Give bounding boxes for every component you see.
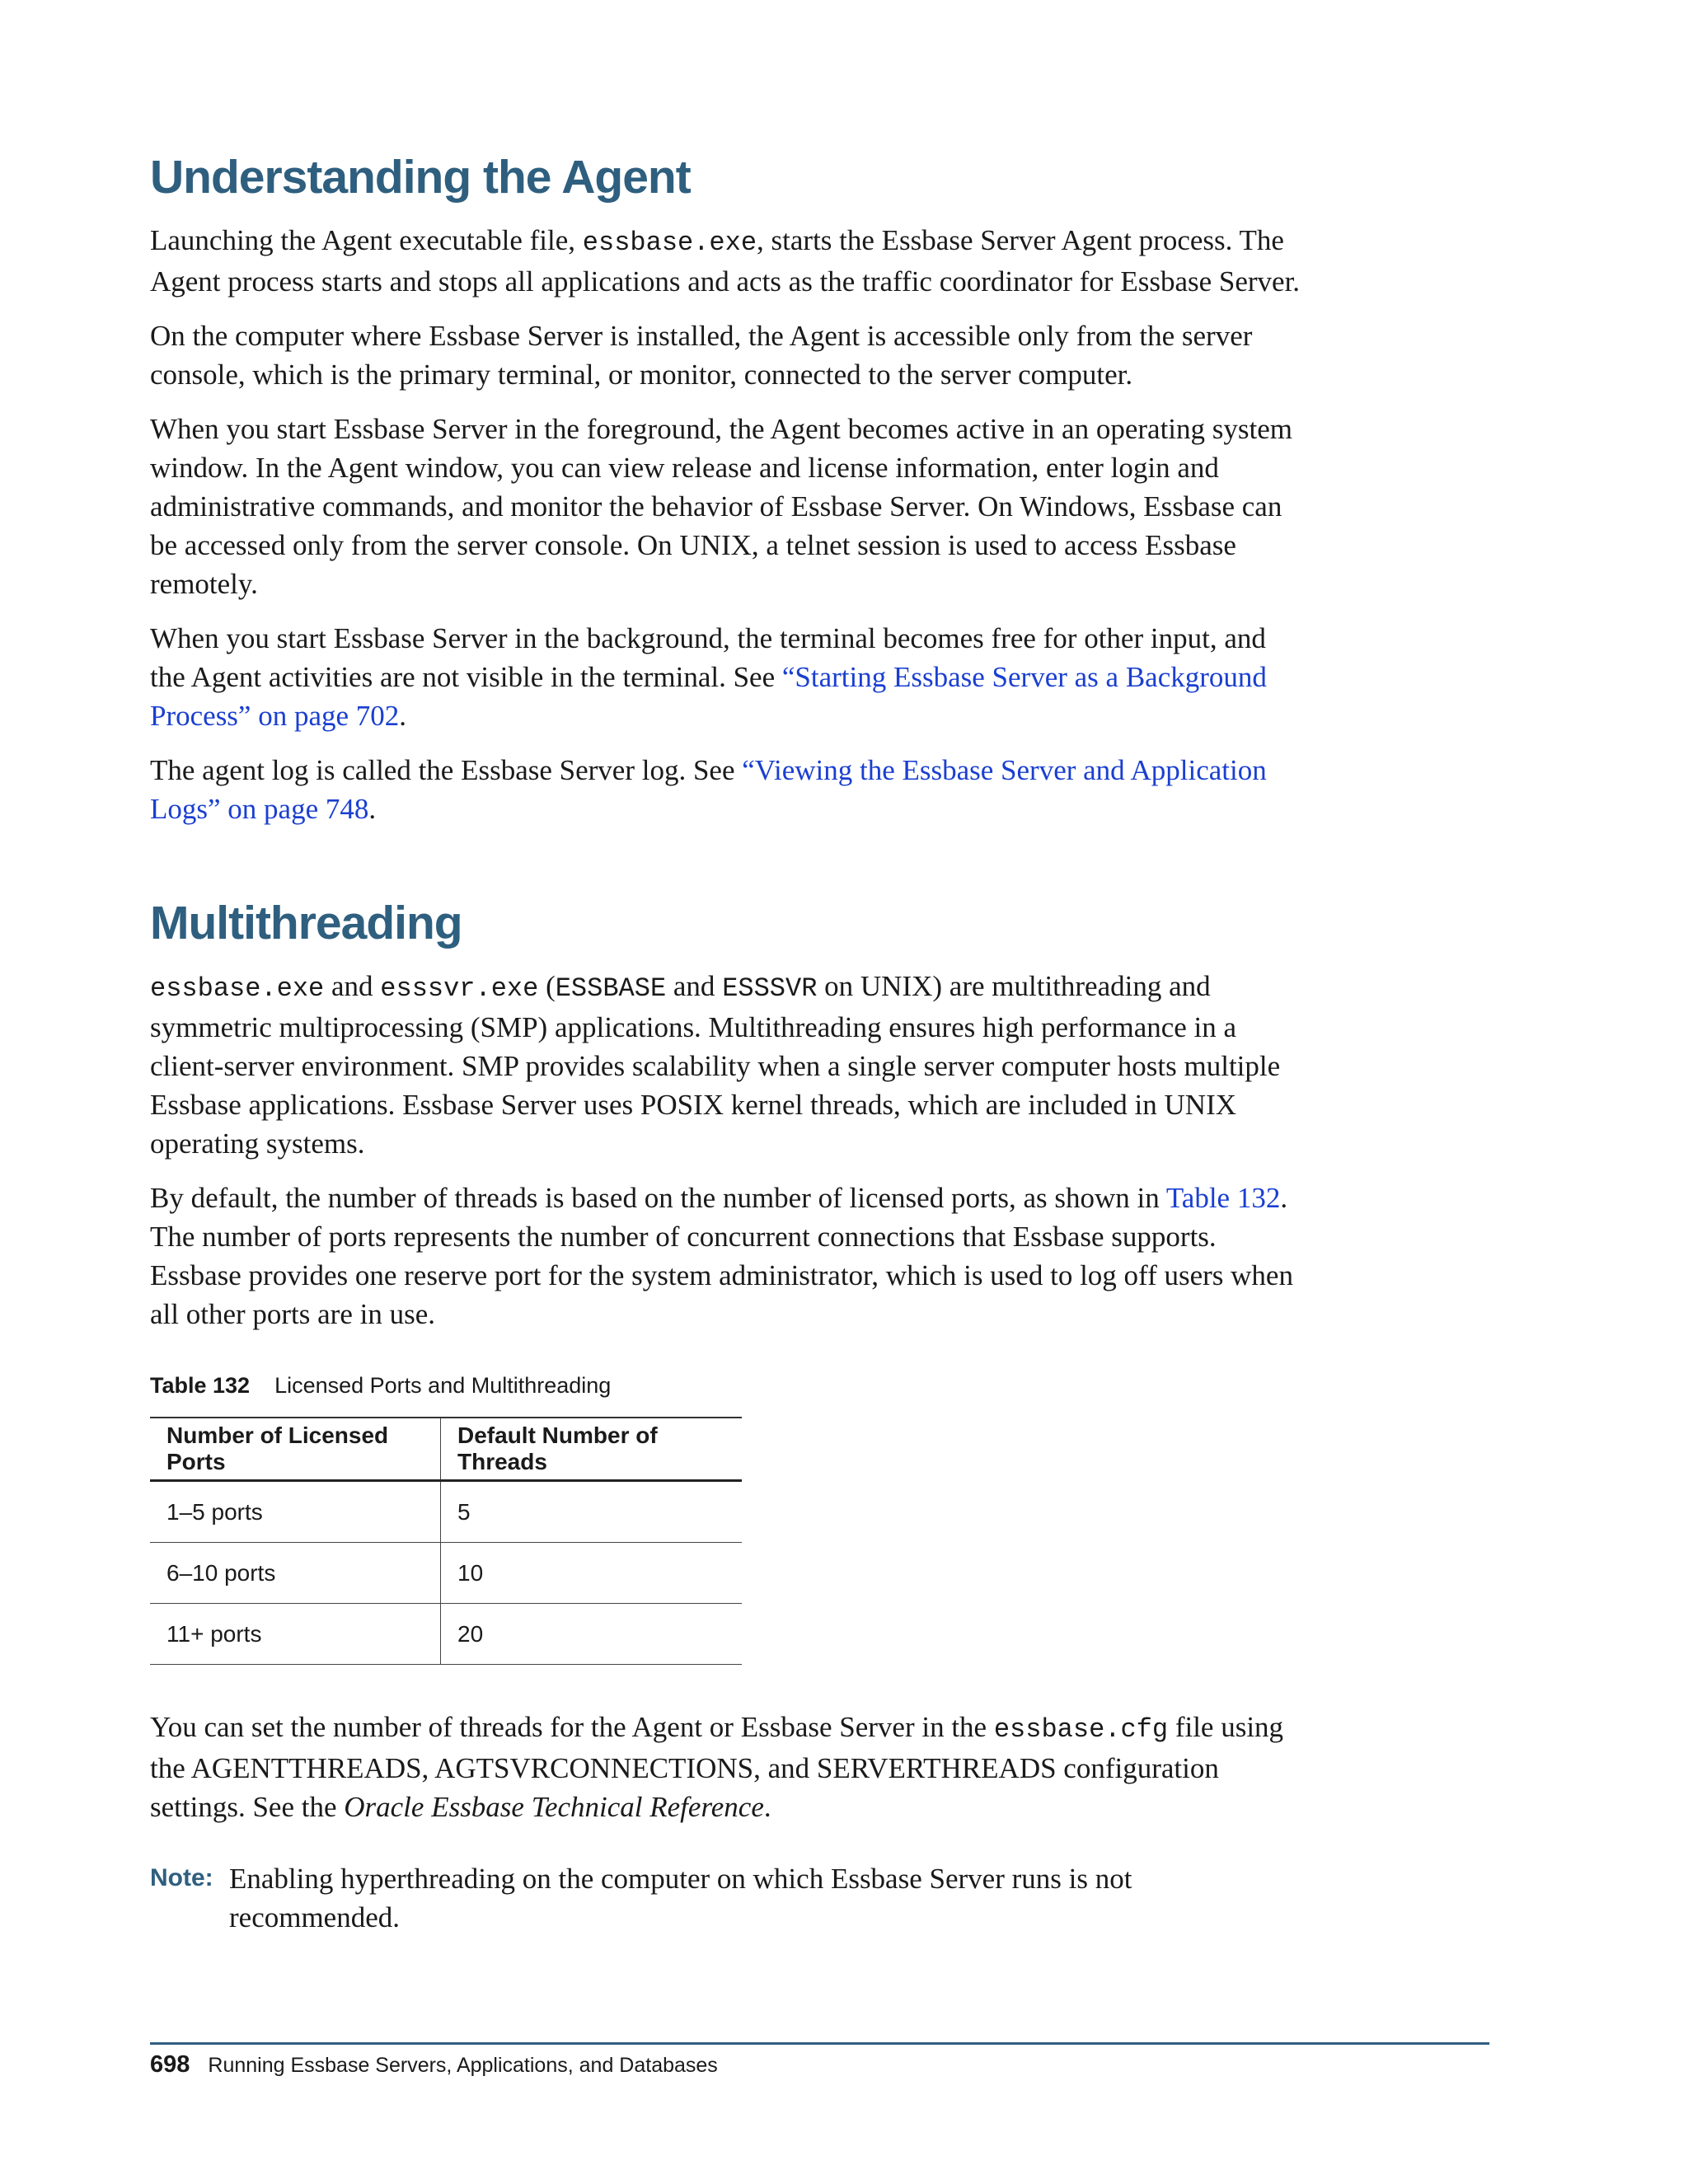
paragraph	[150, 1179, 1304, 1333]
link-viewing-logs[interactable]: “Viewing the Essbase Server and Application Logs” on page 748	[150, 754, 1267, 825]
note-text: Enabling hyperthreading on the computer on which Essbase Server runs is not recommended.	[229, 1863, 1132, 1933]
table-row	[150, 1481, 742, 1543]
column-header: Default Number of Threads	[441, 1418, 743, 1481]
paragraph	[150, 221, 1304, 301]
paragraph: On the computer where Essbase Server is installed, the Agent is accessible only from the server console, which is the primary terminal, or monitor, connected to the server computer.	[150, 320, 1253, 391]
text: .	[399, 700, 407, 732]
text: When you start Essbase Server in the background, the terminal becomes free for other input, and the Agent activities are not visible in the terminal. See	[150, 622, 1266, 693]
text: on UNIX) are multithreading and symmetric multiprocessing (SMP) applications. Multithreading ensures high performance in a client-server environment. SMP provides scalability when a single server computer hosts multiple Essbase applications. Essbase Server uses POSIX kernel threads, which are included in UNIX operating systems.	[150, 970, 1281, 1160]
table-caption	[150, 1373, 1304, 1399]
link-starting-background-process[interactable]: “Starting Essbase Server as a Background Process” on page 702	[150, 661, 1267, 732]
text: file using the AGENTTHREADS, AGTSVRCONNECTIONS, and SERVERTHREADS configuration settings. See the	[150, 1711, 1284, 1823]
paragraph	[150, 1708, 1304, 1826]
table-row	[150, 1543, 742, 1604]
code-esssvr-exe: esssvr.exe	[380, 973, 539, 1004]
text: . The number of ports represents the number of concurrent connections that Essbase supports. Essbase provides one reserve port for the system administrator, which is used to log off users when all other ports are in use.	[150, 1182, 1293, 1330]
chapter-title: Running Essbase Servers, Applications, and Databases	[208, 2054, 718, 2077]
table-title: Licensed Ports and Multithreading	[274, 1373, 612, 1398]
text: (	[538, 970, 556, 1002]
text: and	[324, 970, 381, 1002]
table-cell: 6–10 ports	[150, 1543, 441, 1604]
text: .	[763, 1791, 771, 1823]
column-header: Number of Licensed Ports	[150, 1418, 441, 1481]
book-title: Oracle Essbase Technical Reference	[344, 1791, 764, 1823]
page-number: 698	[150, 2051, 190, 2078]
paragraph	[150, 751, 1304, 828]
table-cell: 1–5 ports	[150, 1481, 441, 1543]
table-cell: 5	[441, 1481, 743, 1543]
note-label: Note:	[150, 1864, 213, 1891]
table-number: Table 132	[150, 1373, 251, 1398]
table-cell: 20	[441, 1604, 743, 1665]
section-heading-multithreading: Multithreading	[150, 897, 462, 949]
code-essbase: ESSBASE	[555, 973, 667, 1004]
paragraph: When you start Essbase Server in the foreground, the Agent becomes active in an operating system window. In the Agent window, you can view release and license information, enter login and administrative commands, and monitor the behavior of Essbase Server. On Windows, Essbase can be accessed only from the server console. On UNIX, a telnet session is used to access Essbase remotely.	[150, 413, 1292, 600]
code-essbase-cfg: essbase.cfg	[993, 1714, 1169, 1745]
text: Launching the Agent executable file,	[150, 224, 583, 256]
table-row	[150, 1604, 742, 1665]
table-cell: 10	[441, 1543, 743, 1604]
code-essbase-exe: essbase.exe	[150, 973, 325, 1004]
text: and	[666, 970, 723, 1002]
link-table-132[interactable]: Table 132	[1165, 1182, 1281, 1214]
code-essbase-exe: essbase.exe	[582, 227, 757, 258]
section-heading-understanding-agent: Understanding the Agent	[150, 151, 691, 204]
note-block	[150, 1859, 1304, 1937]
paragraph	[150, 967, 1304, 1163]
page-footer	[150, 2051, 718, 2079]
text: The agent log is called the Essbase Server log. See	[150, 754, 743, 786]
text: By default, the number of threads is based on the number of licensed ports, as shown in	[150, 1182, 1166, 1214]
main-content	[150, 148, 1304, 1937]
table-cell: 11+ ports	[150, 1604, 441, 1665]
text: .	[368, 793, 377, 825]
code-esssvr: ESSSVR	[722, 973, 818, 1004]
text: You can set the number of threads for the Agent or Essbase Server in the	[150, 1711, 994, 1743]
text: , starts the Essbase Server Agent process. The Agent process starts and stops all applications and acts as the traffic coordinator for Essbase Server.	[150, 224, 1301, 298]
footer-divider	[150, 2042, 1489, 2045]
table-header-row	[150, 1418, 742, 1481]
paragraph	[150, 619, 1304, 735]
licensed-ports-table	[150, 1417, 742, 1665]
